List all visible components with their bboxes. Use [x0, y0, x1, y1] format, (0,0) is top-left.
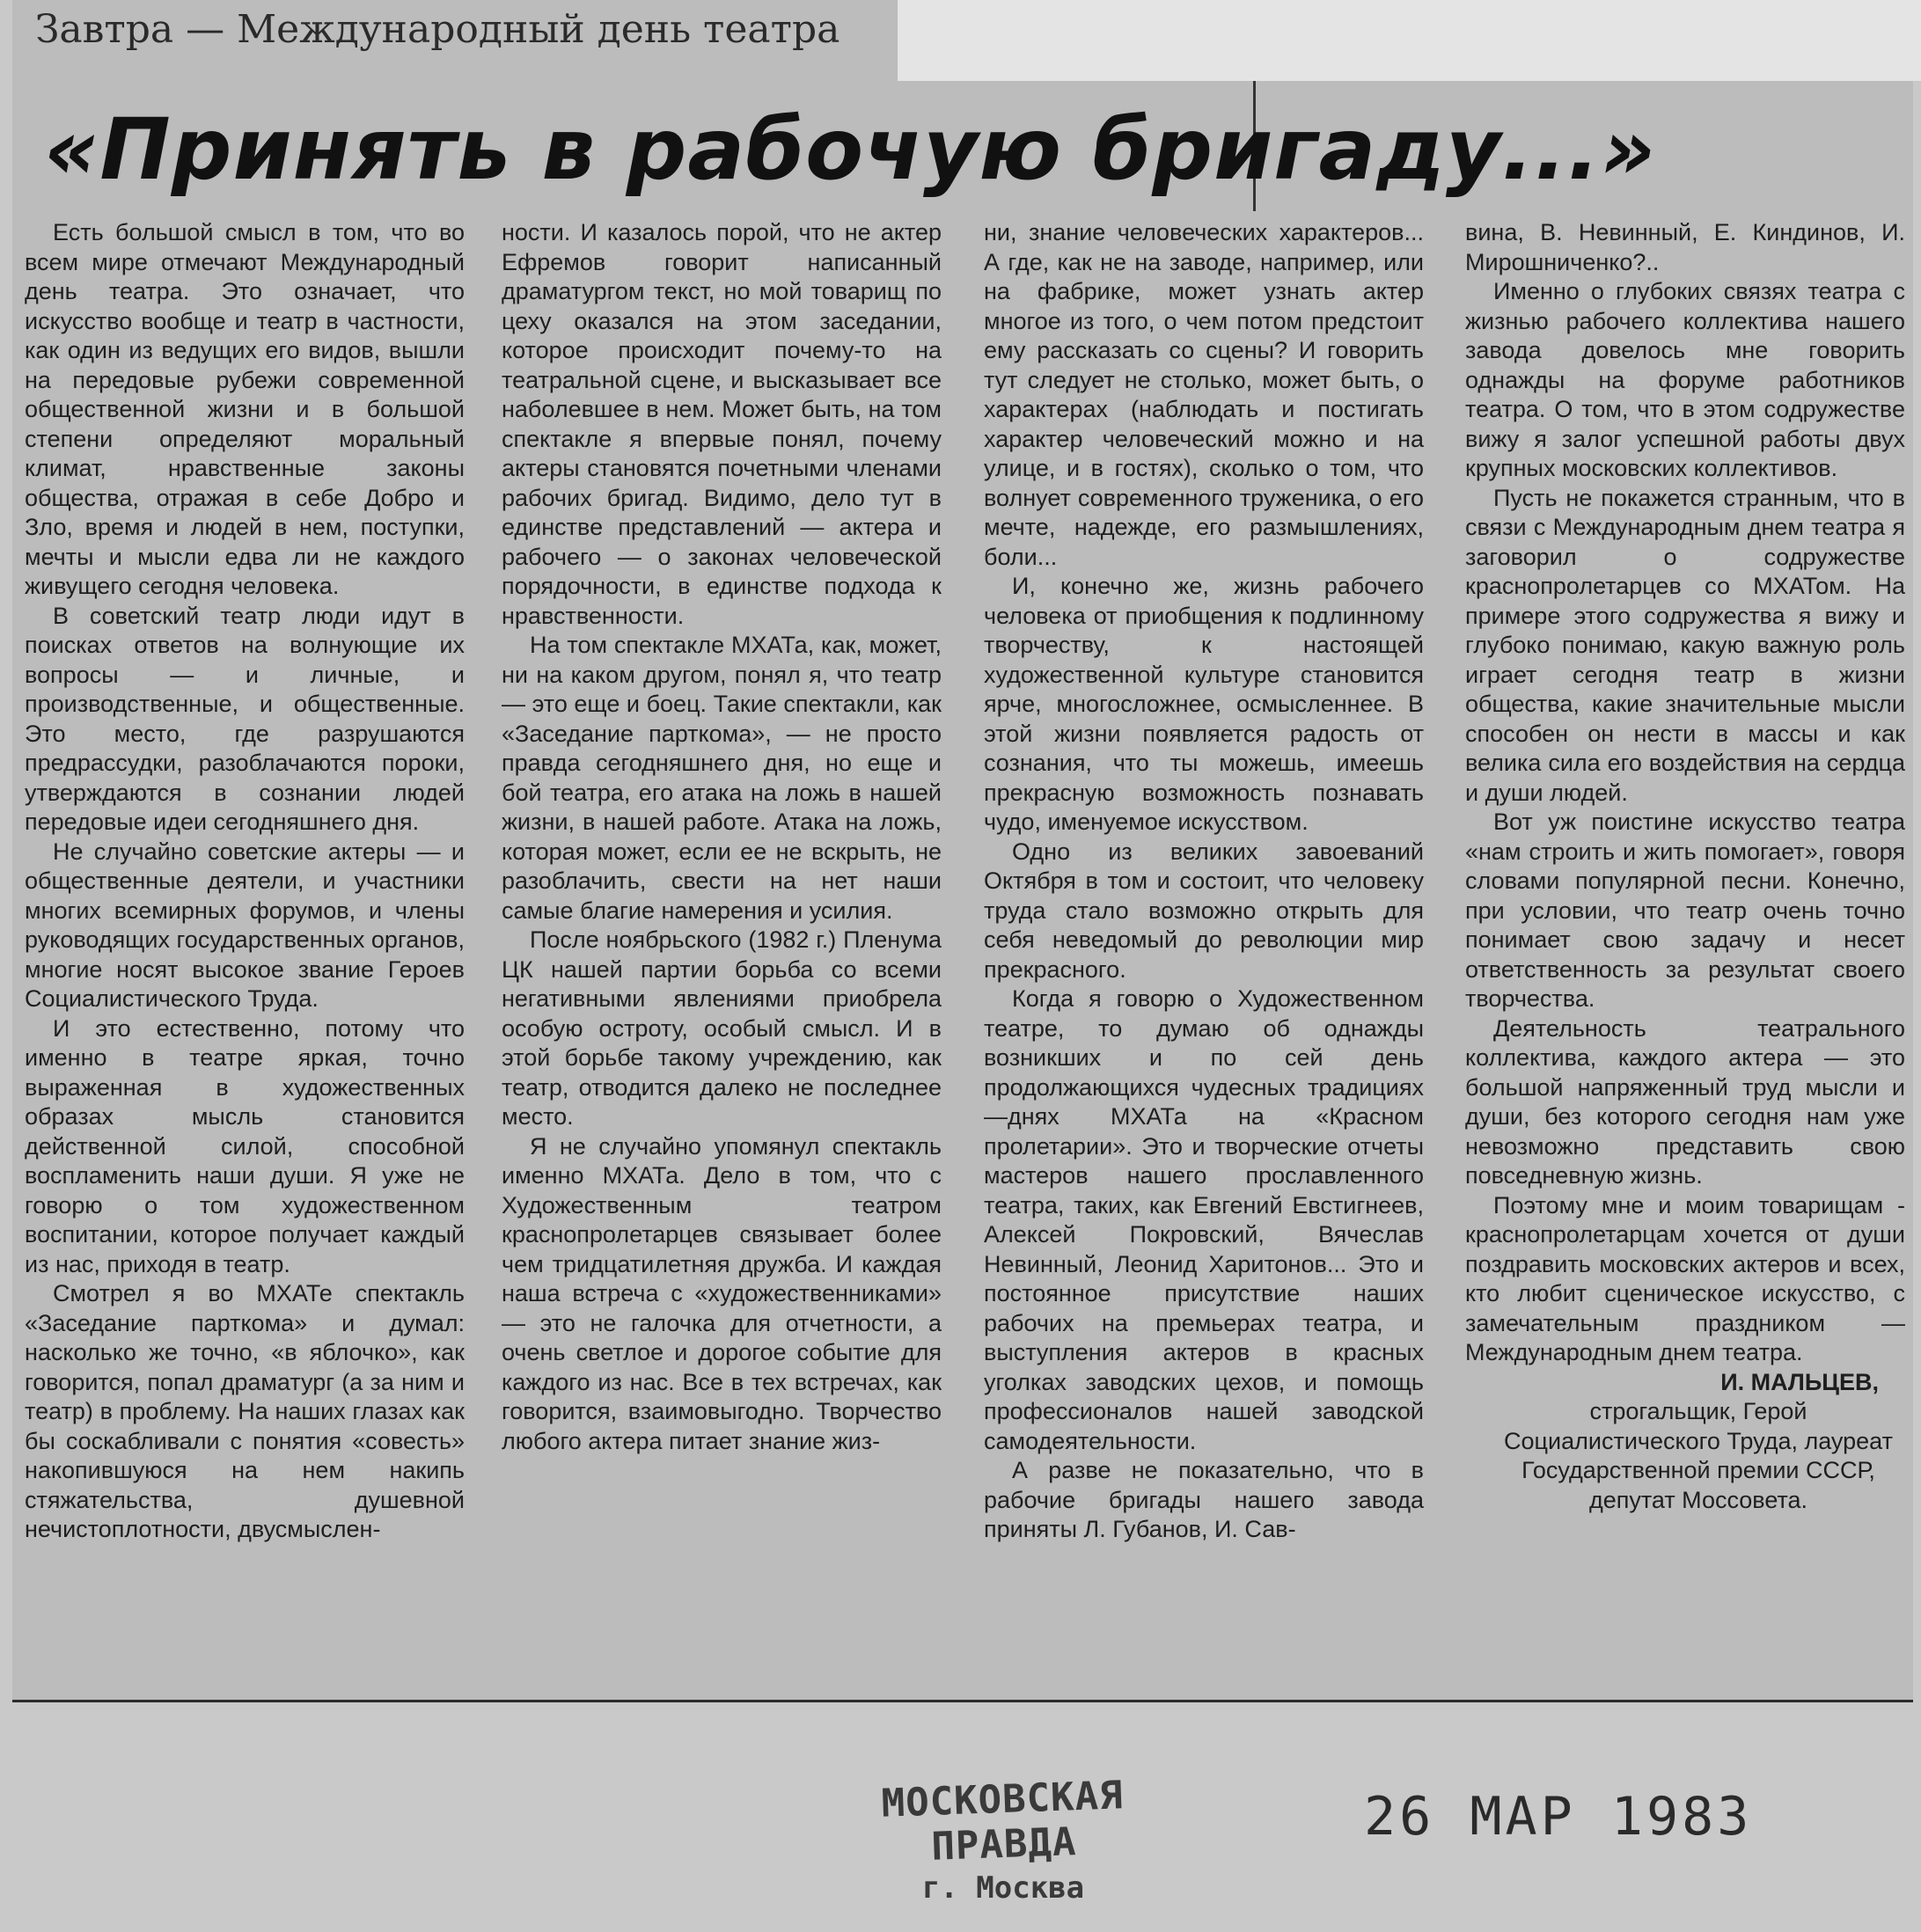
- stamp-date: 26 МАР 1983: [1364, 1786, 1753, 1848]
- article-column-2: [502, 218, 942, 1696]
- article-paragraph: Пусть не покажется странным, что в связи с Международным днем театра я заговорил о содружестве краснопролетарцев со МХАТом. На примере этого содружества я вижу и глубоко понимаю, какую важную роль играет сегодня театр в жизни общества, какие значительные мысли способен он нести в массы и как велика сила его воздействия на сердца и души людей.: [1465, 484, 1905, 806]
- torn-paper-edge: [898, 0, 1921, 81]
- bottom-rule: [12, 1700, 1913, 1702]
- stamp-publication: МОСКОВСКАЯ ПРАВДА: [880, 1773, 1125, 1870]
- article-paragraph: После ноябрьского (1982 г.) Пленума ЦК нашей партии борьба со всеми негативными явлениями приобрела особую остроту, особый смысл. И в этой борьбе такому учреждению, как театр, отводится далеко не последнее место.: [502, 926, 942, 1130]
- article-paragraph: ни, знание человеческих характеров... А где, как не на заводе, например, или на фабрике, может узнать актер многое из того, о чем потом предстоит ему рассказать со сцены? И говорить тут следует не столько, может быть, о характерах (наблюдать и постигать характер человеческий можно и на улице, и в гостях), сколько о том, что волнует современного труженика, о его мечте, надежде, его размышлениях, боли...: [984, 219, 1424, 570]
- article-column-4: [1465, 218, 1905, 1696]
- author-name: И. МАЛЬЦЕВ,: [1720, 1368, 1879, 1395]
- article-paragraph: Вот уж поистине искусство театра «нам строить и жить помогает», говоря словами популярной песни. Конечно, при условии, что театр очень точно понимает свою задачу и несет ответственность за результат своего творчества.: [1465, 809, 1905, 1012]
- article-paragraph: Когда я говорю о Художественном театре, то думаю об однажды возникших и по сей день продолжающихся чудесных традициях—днях МХАТа на «Красном пролетарии». Это и творческие отчеты мастеров нашего прославленного театра, таких, как Евгений Евстигнеев, Алексей Покровский, Вячеслав Невинный, Леонид Харитонов... Это и постоянное присутствие наших рабочих на премьерах театра, и выступления актеров в красных уголках заводских цехов, и помощь профессионалов нашей заводской самодеятельности.: [984, 985, 1424, 1454]
- article-paragraph: И это естественно, потому что именно в театре яркая, точно выраженная в художественных образах мысль становится действенной силой, способной воспламенить наши души. Я уже не говорю о том художественном воспитании, которое получает каждый из нас, приходя в театр.: [25, 1014, 465, 1277]
- article-paragraph: Смотрел я во МХАТе спектакль «Заседание парткома» и думал: насколько же точно, «в яблочко», как говорится, попал драматург (а за ним и театр) в проблему. На наших глазах как бы соскабливали с понятия «совесть» накопившуюся на нем накипь стяжательства, душевной нечистоплотности, двусмыслен-: [25, 1280, 465, 1542]
- rubric: Завтра — Международный день театра: [35, 7, 840, 52]
- publication-stamp: [818, 1773, 1188, 1906]
- author-title: строгальщик, Герой Социалистического Труда, лауреат Государственной премии СССР, депутат Моссовета.: [1504, 1398, 1893, 1513]
- article-paragraph: В советский театр люди идут в поисках ответов на волнующие их вопросы — и личные, и производственные, и общественные. Это место, где разрушаются предрассудки, разоблачаются пороки, утверждаются в сознании людей передовые идеи сегодняшнего дня.: [25, 602, 465, 835]
- article-paragraph: Именно о глубоких связях театра с жизнью рабочего коллектива нашего завода довелось мне говорить однажды на форуме работников театра. О том, что в этом содружестве вижу я залог успешной работы двух крупных московских коллективов.: [1465, 278, 1905, 481]
- article-paragraph: Одно из великих завоеваний Октября в том и состоит, что человеку труда стало возможно открыть для себя неведомый до революции мир прекрасного.: [984, 838, 1424, 983]
- article-paragraph: ности. И казалось порой, что не актер Ефремов говорит написанный драматургом текст, но мой товарищ по цеху оказался на этом заседании, которое происходит почему-то на театральной сцене, и высказывает все наболевшее в нем. Может быть, на том спектакле я впервые понял, почему актеры становятся почетными членами рабочих бригад. Видимо, дело тут в единстве представлений — актера и рабочего — о законах человеческой порядочности, в единстве подхода к нравственности.: [502, 219, 942, 629]
- article-column-1: [25, 218, 465, 1696]
- article-paragraph: А разве не показательно, что в рабочие бригады нашего завода приняты Л. Губанов, И. Сав-: [984, 1457, 1424, 1542]
- article-paragraph: На том спектакле МХАТа, как, может, ни на каком другом, понял я, что театр — это еще и боец. Такие спектакли, как «Заседание парткома», — не просто правда сегодняшнего дня, но еще и бой театра, его атака на ложь в нашей жизни, в нашей работе. Атака на ложь, которая может, если ее не вскрыть, не разоблачить, свести на нет наши самые благие намерения и усилия.: [502, 632, 942, 924]
- article-paragraph: Я не случайно упомянул спектакль именно МХАТа. Дело в том, что с Художественным театром краснопролетарцев связывает более чем тридцатилетняя дружба. И каждая наша встреча с «художественниками» — это не галочка для отчетности, а очень светлое и дорогое событие для каждого из нас. Все в тех встречах, как говорится, взаимовыгодно. Творчество любого актера питает знание жиз-: [502, 1132, 942, 1454]
- article-paragraph: вина, В. Невинный, Е. Киндинов, И. Мирошниченко?..: [1465, 219, 1905, 275]
- stamp-city: г. Москва: [921, 1870, 1085, 1906]
- article-headline: «Принять в рабочую бригаду...»: [44, 100, 1657, 199]
- article-paragraph: Есть большой смысл в том, что во всем мире отмечают Международный день театра. Это означает, что искусство вообще и театр в частности, как один из ведущих его видов, вышли на передовые рубежи современной общественной жизни и в большой степени определяют моральный климат, нравственные законы общества, отражая в себе Добро и Зло, время и людей в нем, поступки, мечты и мысли едва ли не каждого живущего сегодня человека.: [25, 219, 465, 599]
- article-paragraph: И, конечно же, жизнь рабочего человека от приобщения к подлинному творчеству, к настоящей художественной культуре становится ярче, многосложнее, осмысленнее. В этой жизни появляется радость от сознания, что ты можешь, имеешь прекрасную возможность познавать чудо, именуемое искусством.: [984, 573, 1424, 835]
- article-column-3: [984, 218, 1424, 1696]
- article-paragraph: Поэтому мне и моим товарищам - краснопролетарцам хочется от души поздравить московских актеров и всех, кто любит сценическое искусство, с замечательным праздником — Международным днем театра.: [1465, 1191, 1905, 1365]
- article-paragraph: Не случайно советские актеры — и общественные деятели, и участники многих всемирных форумов, и члены руководящих государственных органов, многие носят высокое звание Героев Социалистического Труда.: [25, 838, 465, 1012]
- article-paragraph: Деятельность театрального коллектива, каждого актера — это большой напряженный труд мысли и души, без которого сегодня нам уже невозможно представить свою повседневную жизнь.: [1465, 1014, 1905, 1189]
